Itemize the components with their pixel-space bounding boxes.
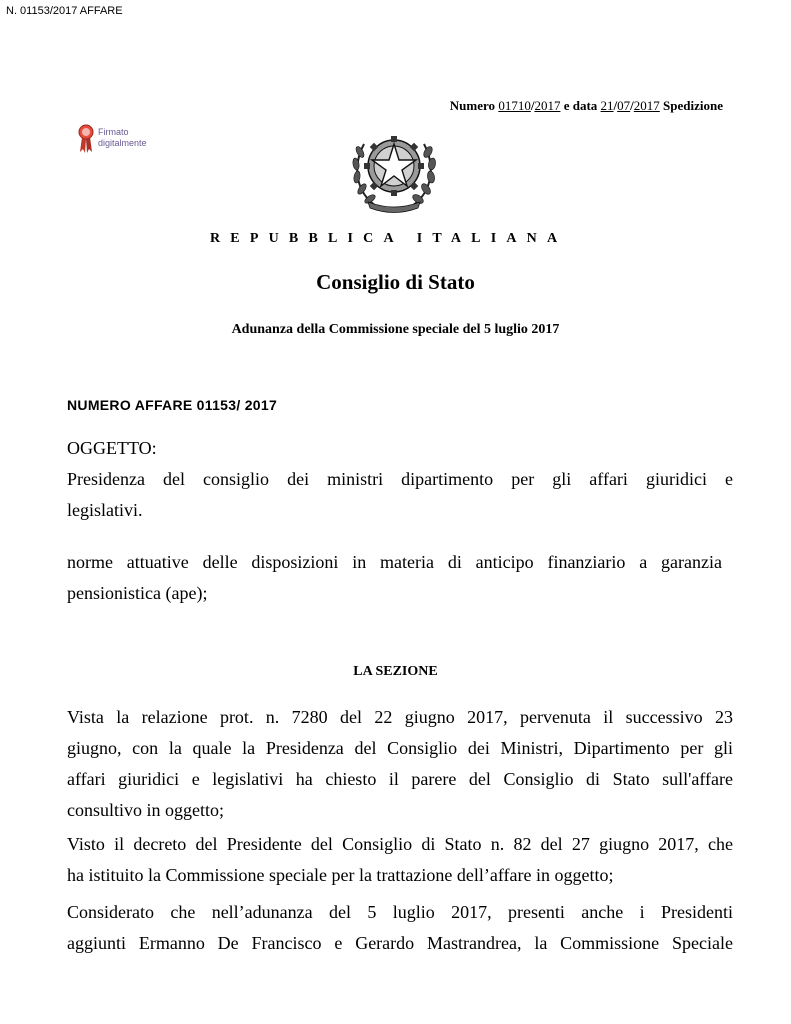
council-title: Consiglio di Stato: [316, 270, 475, 294]
protocol-day: 21: [600, 98, 614, 113]
affair-number: NUMERO AFFARE 01153/ 2017: [67, 397, 278, 413]
stamp-line-2: digitalmente: [98, 138, 147, 148]
oggetto-line: Presidenza del consiglio dei ministri dipartimento per gli affari giuridici e: [67, 469, 733, 489]
spedizione-label: Spedizione: [663, 98, 723, 113]
protocol-number: 01710: [498, 98, 531, 113]
body-line: affari giuridici e legislativi ha chiesto il parere del Consiglio di Stato sull'affare: [67, 769, 733, 789]
protocol-year: 2017: [633, 98, 660, 113]
oggetto-label: OGGETTO:: [67, 438, 157, 458]
document-reference: N. 01153/2017 AFFARE: [6, 5, 123, 17]
meeting-subtitle: Adunanza della Commissione speciale del 5 luglio 2017: [231, 322, 560, 337]
republic-heading: REPUBBLICA ITALIANA: [210, 231, 568, 246]
body-line: giugno, con la quale la Presidenza del Consiglio dei Ministri, Dipartimento per gli: [67, 738, 733, 758]
data-label: e data: [563, 98, 598, 113]
body-line: ha istituito la Commissione speciale per la trattazione dell’affare in oggetto;: [67, 865, 614, 885]
oggetto-line: legislativi.: [67, 500, 143, 520]
body-line: consultivo in oggetto;: [67, 800, 224, 820]
protocol-number-year: 2017: [534, 98, 561, 113]
body-line: Vista la relazione prot. n. 7280 del 22 giugno 2017, pervenuta il successivo 23: [67, 707, 733, 727]
norme-line: pensionistica (ape);: [67, 583, 208, 603]
body-line: Considerato che nell’adunanza del 5 luglio 2017, presenti anche i Presidenti: [67, 902, 733, 922]
protocol-month: 07: [617, 98, 631, 113]
signature-rosette-icon: [78, 124, 94, 156]
stamp-line-1: Firmato: [98, 127, 129, 137]
body-line: Visto il decreto del Presidente del Consiglio di Stato n. 82 del 27 giugno 2017, che: [67, 834, 733, 854]
norme-line: norme attuative delle disposizioni in materia di anticipo finanziario a garanzia: [67, 552, 722, 572]
protocol-line: Numero 01710/2017 e data 21/07/2017 Spedizione: [449, 98, 723, 113]
digital-signature-stamp: [78, 124, 188, 160]
body-line: aggiunti Ermanno De Francisco e Gerardo Mastrandrea, la Commissione Speciale: [67, 933, 733, 953]
section-title: LA SEZIONE: [353, 664, 438, 679]
numero-label: Numero: [449, 98, 496, 113]
italian-republic-emblem-icon: [346, 122, 442, 214]
